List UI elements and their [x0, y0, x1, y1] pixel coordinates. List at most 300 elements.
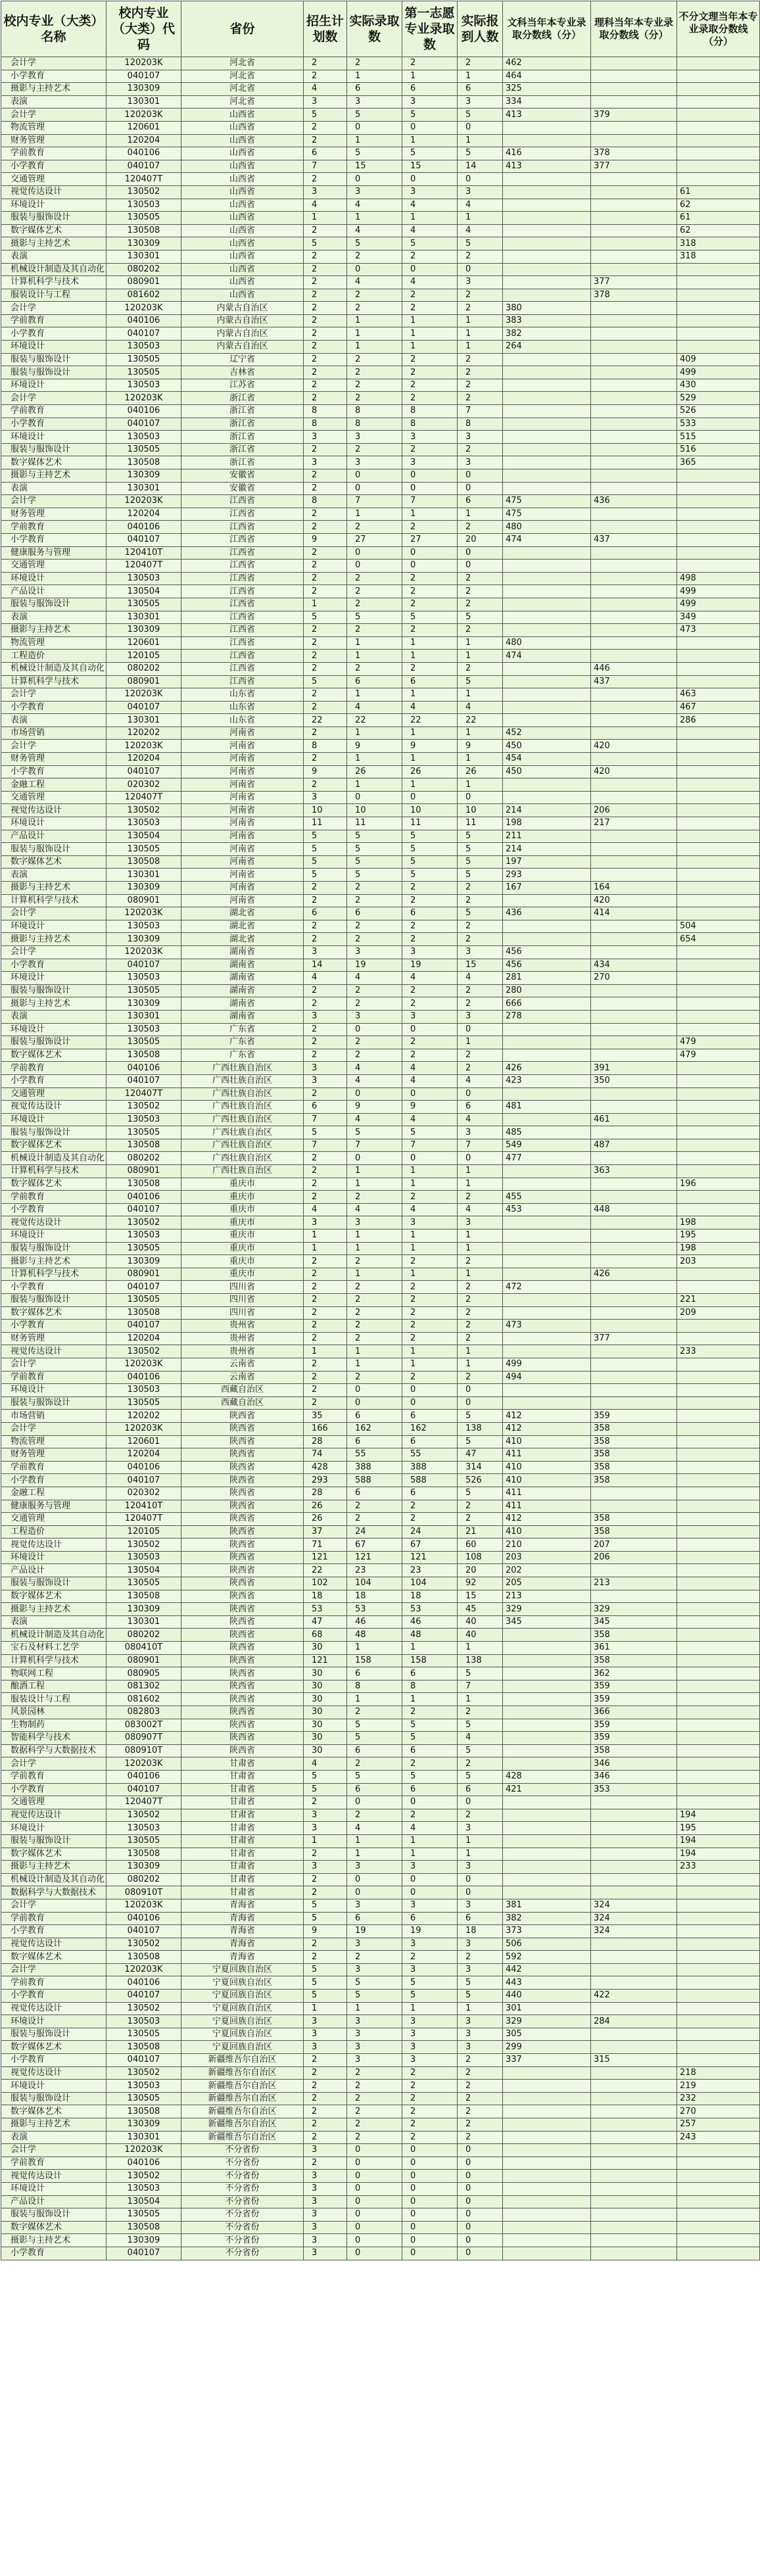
cell-science-score: 350 — [591, 1074, 677, 1087]
cell-unified-score: 516 — [677, 443, 760, 456]
cell-major-code: 130503 — [107, 1822, 181, 1835]
cell-first-choice-count: 1 — [402, 341, 458, 354]
cell-major-code: 130502 — [107, 185, 181, 199]
cell-enrolled-count: 5 — [458, 869, 503, 882]
cell-major-name: 摄影与主持艺术 — [1, 624, 107, 637]
cell-province: 江西省 — [181, 611, 304, 624]
cell-unified-score — [677, 1551, 760, 1564]
cell-liberal-arts-score — [503, 1255, 591, 1268]
cell-liberal-arts-score — [503, 701, 591, 714]
table-row — [1, 431, 760, 444]
cell-first-choice-count: 2 — [402, 1294, 458, 1307]
cell-province: 山西省 — [181, 160, 304, 173]
cell-admitted-count: 19 — [347, 1925, 402, 1938]
cell-liberal-arts-score: 264 — [503, 341, 591, 354]
table-row — [1, 2041, 760, 2054]
cell-admitted-count: 6 — [347, 1912, 402, 1925]
cell-liberal-arts-score: 426 — [503, 1062, 591, 1075]
cell-first-choice-count: 162 — [402, 1422, 458, 1435]
cell-enrolled-count: 2 — [458, 1951, 503, 1964]
cell-admitted-count: 2 — [347, 1255, 402, 1268]
cell-plan-count: 2 — [304, 508, 347, 521]
cell-science-score: 345 — [591, 1615, 677, 1629]
cell-unified-score — [677, 2054, 760, 2067]
cell-first-choice-count: 8 — [402, 405, 458, 418]
cell-province: 河南省 — [181, 894, 304, 907]
cell-plan-count: 2 — [304, 560, 347, 573]
cell-plan-count: 2 — [304, 289, 347, 302]
cell-unified-score — [677, 341, 760, 354]
cell-province: 陕西省 — [181, 1564, 304, 1577]
cell-science-score — [591, 624, 677, 637]
cell-major-name: 服装与服饰设计 — [1, 1036, 107, 1049]
cell-major-name: 表演 — [1, 1010, 107, 1023]
cell-science-score — [591, 869, 677, 882]
cell-enrolled-count: 1 — [458, 1229, 503, 1243]
cell-province: 甘肃省 — [181, 1822, 304, 1835]
cell-province: 新疆维吾尔自治区 — [181, 2080, 304, 2093]
cell-first-choice-count: 2 — [402, 2092, 458, 2105]
cell-major-name: 数字媒体艺术 — [1, 1139, 107, 1152]
cell-liberal-arts-score: 210 — [503, 1538, 591, 1552]
cell-plan-count: 74 — [304, 1448, 347, 1462]
cell-science-score — [591, 2028, 677, 2041]
cell-plan-count: 2 — [304, 572, 347, 585]
cell-major-name: 学前教育 — [1, 1976, 107, 1990]
cell-science-score: 217 — [591, 817, 677, 830]
cell-unified-score — [677, 2041, 760, 2054]
cell-admitted-count: 10 — [347, 804, 402, 817]
cell-first-choice-count: 3 — [402, 2015, 458, 2028]
cell-first-choice-count: 4 — [402, 224, 458, 237]
cell-unified-score — [677, 1396, 760, 1410]
cell-unified-score: 233 — [677, 1861, 760, 1874]
cell-unified-score: 198 — [677, 1216, 760, 1229]
cell-enrolled-count: 3 — [458, 456, 503, 469]
cell-major-name: 学前教育 — [1, 1062, 107, 1075]
cell-first-choice-count: 6 — [402, 1435, 458, 1448]
cell-plan-count: 8 — [304, 417, 347, 431]
cell-unified-score — [677, 1744, 760, 1757]
cell-first-choice-count: 1 — [402, 1345, 458, 1358]
cell-liberal-arts-score — [503, 1165, 591, 1178]
cell-plan-count: 2 — [304, 1384, 347, 1397]
cell-first-choice-count: 0 — [402, 1873, 458, 1886]
cell-major-name: 视觉传达设计 — [1, 1101, 107, 1114]
table-row — [1, 341, 760, 354]
cell-enrolled-count: 6 — [458, 1101, 503, 1114]
cell-plan-count: 68 — [304, 1629, 347, 1642]
cell-major-code: 120407T — [107, 1087, 181, 1101]
cell-liberal-arts-score: 442 — [503, 1963, 591, 1976]
cell-admitted-count: 1 — [347, 2002, 402, 2015]
cell-major-code: 080910T — [107, 1744, 181, 1757]
cell-first-choice-count: 2 — [402, 392, 458, 405]
cell-major-code: 130505 — [107, 2208, 181, 2222]
cell-liberal-arts-score: 410 — [503, 1525, 591, 1538]
cell-plan-count: 5 — [304, 1770, 347, 1783]
cell-major-code: 040106 — [107, 405, 181, 418]
cell-admitted-count: 3 — [347, 431, 402, 444]
table-row — [1, 1976, 760, 1990]
cell-unified-score — [677, 1938, 760, 1951]
cell-plan-count: 2 — [304, 1938, 347, 1951]
cell-plan-count: 121 — [304, 1551, 347, 1564]
cell-science-score — [591, 70, 677, 83]
cell-enrolled-count: 3 — [458, 1216, 503, 1229]
cell-science-score: 378 — [591, 147, 677, 160]
cell-unified-score: 467 — [677, 701, 760, 714]
cell-liberal-arts-score: 411 — [503, 1448, 591, 1462]
cell-plan-count: 2 — [304, 250, 347, 263]
cell-major-code: 020302 — [107, 1487, 181, 1500]
table-row — [1, 636, 760, 650]
cell-admitted-count: 3 — [347, 2015, 402, 2028]
cell-plan-count: 5 — [304, 1963, 347, 1976]
cell-liberal-arts-score — [503, 121, 591, 134]
table-row — [1, 1912, 760, 1925]
cell-first-choice-count: 0 — [402, 1796, 458, 1809]
cell-unified-score — [677, 1538, 760, 1552]
cell-major-name: 酿酒工程 — [1, 1680, 107, 1693]
cell-first-choice-count: 0 — [402, 1152, 458, 1165]
cell-first-choice-count: 3 — [402, 1899, 458, 1912]
table-row — [1, 2015, 760, 2028]
cell-admitted-count: 1 — [347, 212, 402, 225]
cell-enrolled-count: 0 — [458, 1396, 503, 1410]
cell-first-choice-count: 2 — [402, 1306, 458, 1320]
cell-major-name: 小学教育 — [1, 1925, 107, 1938]
cell-first-choice-count: 2 — [402, 662, 458, 675]
table-row — [1, 1525, 760, 1538]
cell-science-score — [591, 1294, 677, 1307]
cell-unified-score — [677, 263, 760, 276]
cell-liberal-arts-score — [503, 482, 591, 495]
cell-enrolled-count: 3 — [458, 1938, 503, 1951]
cell-plan-count: 2 — [304, 933, 347, 946]
cell-major-code: 130309 — [107, 2118, 181, 2132]
cell-unified-score — [677, 469, 760, 483]
cell-plan-count: 2 — [304, 1036, 347, 1049]
cell-province: 山西省 — [181, 289, 304, 302]
cell-province: 浙江省 — [181, 417, 304, 431]
cell-liberal-arts-score — [503, 1332, 591, 1345]
cell-first-choice-count: 6 — [402, 1912, 458, 1925]
cell-major-name: 机械设计制造及其自动化 — [1, 263, 107, 276]
cell-major-code: 080202 — [107, 662, 181, 675]
cell-major-name: 数字媒体艺术 — [1, 1049, 107, 1062]
cell-plan-count: 8 — [304, 740, 347, 753]
table-row — [1, 521, 760, 534]
header-plan-count: 招生计划数 — [304, 1, 347, 57]
cell-major-code: 040107 — [107, 1925, 181, 1938]
cell-science-score — [591, 933, 677, 946]
cell-unified-score — [677, 869, 760, 882]
cell-major-code: 130504 — [107, 830, 181, 843]
cell-plan-count: 3 — [304, 791, 347, 804]
cell-liberal-arts-score: 214 — [503, 843, 591, 856]
table-row — [1, 1744, 760, 1757]
table-row — [1, 1139, 760, 1152]
cell-plan-count: 2 — [304, 2092, 347, 2105]
cell-enrolled-count: 6 — [458, 1912, 503, 1925]
cell-major-code: 130301 — [107, 482, 181, 495]
cell-liberal-arts-score: 481 — [503, 1101, 591, 1114]
table-row — [1, 830, 760, 843]
cell-unified-score — [677, 1899, 760, 1912]
cell-major-name: 机械设计制造及其自动化 — [1, 1873, 107, 1886]
cell-enrolled-count: 4 — [458, 224, 503, 237]
cell-major-code: 040107 — [107, 1783, 181, 1796]
cell-province: 新疆维吾尔自治区 — [181, 2118, 304, 2132]
cell-unified-score — [677, 1203, 760, 1216]
cell-major-name: 学前教育 — [1, 521, 107, 534]
cell-science-score — [591, 714, 677, 727]
cell-unified-score: 349 — [677, 611, 760, 624]
cell-enrolled-count: 1 — [458, 1834, 503, 1848]
cell-major-name: 服装与服饰设计 — [1, 2208, 107, 2222]
table-row — [1, 1706, 760, 1719]
cell-major-code: 130505 — [107, 2028, 181, 2041]
cell-major-name: 物流管理 — [1, 1435, 107, 1448]
cell-liberal-arts-score — [503, 598, 591, 611]
cell-admitted-count: 2 — [347, 2066, 402, 2080]
cell-first-choice-count: 0 — [402, 1384, 458, 1397]
cell-unified-score: 504 — [677, 920, 760, 933]
table-row — [1, 1538, 760, 1552]
cell-unified-score — [677, 173, 760, 186]
cell-admitted-count: 1 — [347, 1178, 402, 1191]
cell-liberal-arts-score: 382 — [503, 1912, 591, 1925]
cell-province: 陕西省 — [181, 1422, 304, 1435]
table-row — [1, 1615, 760, 1629]
cell-science-score — [591, 2105, 677, 2118]
cell-enrolled-count: 2 — [458, 624, 503, 637]
cell-admitted-count: 158 — [347, 1654, 402, 1667]
cell-liberal-arts-score — [503, 1822, 591, 1835]
cell-liberal-arts-score: 485 — [503, 1126, 591, 1139]
cell-province: 湖南省 — [181, 959, 304, 972]
cell-first-choice-count: 1 — [402, 1165, 458, 1178]
cell-plan-count: 2 — [304, 57, 347, 70]
cell-province: 内蒙古自治区 — [181, 302, 304, 315]
cell-major-code: 130309 — [107, 83, 181, 96]
cell-enrolled-count: 5 — [458, 147, 503, 160]
table-row — [1, 533, 760, 546]
cell-plan-count: 2 — [304, 173, 347, 186]
cell-unified-score — [677, 1062, 760, 1075]
cell-major-code: 040107 — [107, 1474, 181, 1487]
cell-enrolled-count: 1 — [458, 650, 503, 663]
cell-admitted-count: 162 — [347, 1422, 402, 1435]
cell-first-choice-count: 8 — [402, 417, 458, 431]
cell-province: 陕西省 — [181, 1513, 304, 1526]
cell-science-score: 358 — [591, 1525, 677, 1538]
cell-plan-count: 2 — [304, 276, 347, 289]
cell-plan-count: 4 — [304, 972, 347, 985]
cell-liberal-arts-score — [503, 560, 591, 573]
cell-unified-score — [677, 740, 760, 753]
cell-major-code: 130502 — [107, 1216, 181, 1229]
cell-unified-score — [677, 2002, 760, 2015]
cell-major-code: 130504 — [107, 585, 181, 598]
cell-unified-score: 232 — [677, 2092, 760, 2105]
table-row — [1, 984, 760, 997]
cell-science-score — [591, 1242, 677, 1255]
cell-province: 不分省份 — [181, 2170, 304, 2183]
cell-plan-count: 2 — [304, 1306, 347, 1320]
cell-province: 陕西省 — [181, 1500, 304, 1513]
cell-enrolled-count: 2 — [458, 353, 503, 366]
cell-unified-score — [677, 1963, 760, 1976]
cell-enrolled-count: 0 — [458, 2170, 503, 2183]
cell-enrolled-count: 1 — [458, 778, 503, 792]
cell-liberal-arts-score: 456 — [503, 959, 591, 972]
cell-enrolled-count: 1 — [458, 70, 503, 83]
cell-admitted-count: 2 — [347, 1757, 402, 1771]
cell-major-code: 130503 — [107, 920, 181, 933]
cell-science-score — [591, 2131, 677, 2144]
table-row — [1, 753, 760, 766]
cell-liberal-arts-score: 167 — [503, 882, 591, 895]
cell-major-code: 081302 — [107, 1680, 181, 1693]
cell-science-score — [591, 263, 677, 276]
cell-province: 陕西省 — [181, 1461, 304, 1474]
cell-major-code: 130503 — [107, 972, 181, 985]
cell-plan-count: 2 — [304, 121, 347, 134]
cell-admitted-count: 3 — [347, 1861, 402, 1874]
cell-plan-count: 3 — [304, 95, 347, 108]
cell-major-code: 080901 — [107, 276, 181, 289]
cell-plan-count: 3 — [304, 2221, 347, 2234]
cell-liberal-arts-score: 450 — [503, 765, 591, 778]
cell-admitted-count: 6 — [347, 1783, 402, 1796]
cell-science-score — [591, 443, 677, 456]
cell-liberal-arts-score — [503, 920, 591, 933]
cell-unified-score — [677, 650, 760, 663]
cell-major-name: 环境设计 — [1, 2080, 107, 2093]
cell-enrolled-count: 6 — [458, 83, 503, 96]
table-row — [1, 714, 760, 727]
cell-liberal-arts-score — [503, 1693, 591, 1706]
cell-first-choice-count: 19 — [402, 1925, 458, 1938]
cell-first-choice-count: 0 — [402, 2157, 458, 2170]
cell-province: 不分省份 — [181, 2221, 304, 2234]
cell-science-score — [591, 945, 677, 959]
cell-first-choice-count: 1 — [402, 327, 458, 341]
cell-science-score — [591, 57, 677, 70]
cell-province: 河南省 — [181, 727, 304, 740]
cell-science-score — [591, 1848, 677, 1861]
cell-science-score — [591, 327, 677, 341]
cell-province: 河南省 — [181, 740, 304, 753]
cell-major-code: 120105 — [107, 650, 181, 663]
cell-science-score — [591, 353, 677, 366]
cell-admitted-count: 0 — [347, 2157, 402, 2170]
cell-plan-count: 28 — [304, 1435, 347, 1448]
cell-major-name: 小学教育 — [1, 70, 107, 83]
table-row — [1, 1049, 760, 1062]
table-row — [1, 855, 760, 869]
cell-first-choice-count: 1 — [402, 636, 458, 650]
cell-plan-count: 3 — [304, 1010, 347, 1023]
cell-major-code: 120204 — [107, 508, 181, 521]
cell-plan-count: 3 — [304, 2170, 347, 2183]
table-row — [1, 1500, 760, 1513]
cell-liberal-arts-score — [503, 1654, 591, 1667]
cell-science-score — [591, 560, 677, 573]
cell-major-name: 服装与服饰设计 — [1, 366, 107, 379]
cell-major-name: 学前教育 — [1, 147, 107, 160]
cell-province: 陕西省 — [181, 1448, 304, 1462]
cell-enrolled-count: 21 — [458, 1525, 503, 1538]
cell-first-choice-count: 5 — [402, 147, 458, 160]
cell-major-name: 表演 — [1, 250, 107, 263]
cell-first-choice-count: 6 — [402, 83, 458, 96]
cell-unified-score — [677, 2208, 760, 2222]
cell-major-code: 130508 — [107, 2041, 181, 2054]
cell-science-score — [591, 1178, 677, 1191]
cell-admitted-count: 0 — [347, 2247, 402, 2260]
cell-science-score — [591, 302, 677, 315]
cell-science-score — [591, 1796, 677, 1809]
cell-first-choice-count: 2 — [402, 1500, 458, 1513]
cell-enrolled-count: 1 — [458, 314, 503, 327]
cell-liberal-arts-score: 329 — [503, 2015, 591, 2028]
cell-major-name: 财务管理 — [1, 1448, 107, 1462]
cell-major-code: 130502 — [107, 2066, 181, 2080]
cell-admitted-count: 2 — [347, 1371, 402, 1384]
cell-liberal-arts-score: 281 — [503, 972, 591, 985]
cell-plan-count: 3 — [304, 456, 347, 469]
cell-plan-count: 2 — [304, 920, 347, 933]
cell-enrolled-count: 0 — [458, 560, 503, 573]
cell-liberal-arts-score — [503, 624, 591, 637]
cell-first-choice-count: 2 — [402, 379, 458, 392]
cell-admitted-count: 4 — [347, 1822, 402, 1835]
cell-major-code: 080202 — [107, 1873, 181, 1886]
cell-unified-score: 218 — [677, 2066, 760, 2080]
table-row — [1, 907, 760, 920]
cell-science-score: 436 — [591, 495, 677, 508]
cell-enrolled-count: 2 — [458, 1757, 503, 1771]
cell-province: 山西省 — [181, 263, 304, 276]
table-row — [1, 662, 760, 675]
cell-plan-count: 3 — [304, 2195, 347, 2208]
cell-science-score: 358 — [591, 1474, 677, 1487]
cell-liberal-arts-score — [503, 353, 591, 366]
cell-admitted-count: 121 — [347, 1551, 402, 1564]
cell-major-code: 130508 — [107, 855, 181, 869]
cell-unified-score — [677, 2234, 760, 2247]
cell-enrolled-count: 2 — [458, 598, 503, 611]
cell-plan-count: 4 — [304, 1757, 347, 1771]
cell-unified-score: 195 — [677, 1822, 760, 1835]
cell-first-choice-count: 1 — [402, 134, 458, 147]
cell-province: 山西省 — [181, 108, 304, 122]
cell-plan-count: 3 — [304, 1062, 347, 1075]
cell-first-choice-count: 2 — [402, 289, 458, 302]
cell-unified-score — [677, 1500, 760, 1513]
cell-unified-score: 61 — [677, 185, 760, 199]
cell-first-choice-count: 4 — [402, 972, 458, 985]
cell-province: 江西省 — [181, 675, 304, 688]
cell-plan-count: 1 — [304, 1229, 347, 1243]
cell-enrolled-count: 0 — [458, 1886, 503, 1899]
cell-plan-count: 2 — [304, 327, 347, 341]
cell-major-code: 120407T — [107, 560, 181, 573]
cell-science-score — [591, 1306, 677, 1320]
